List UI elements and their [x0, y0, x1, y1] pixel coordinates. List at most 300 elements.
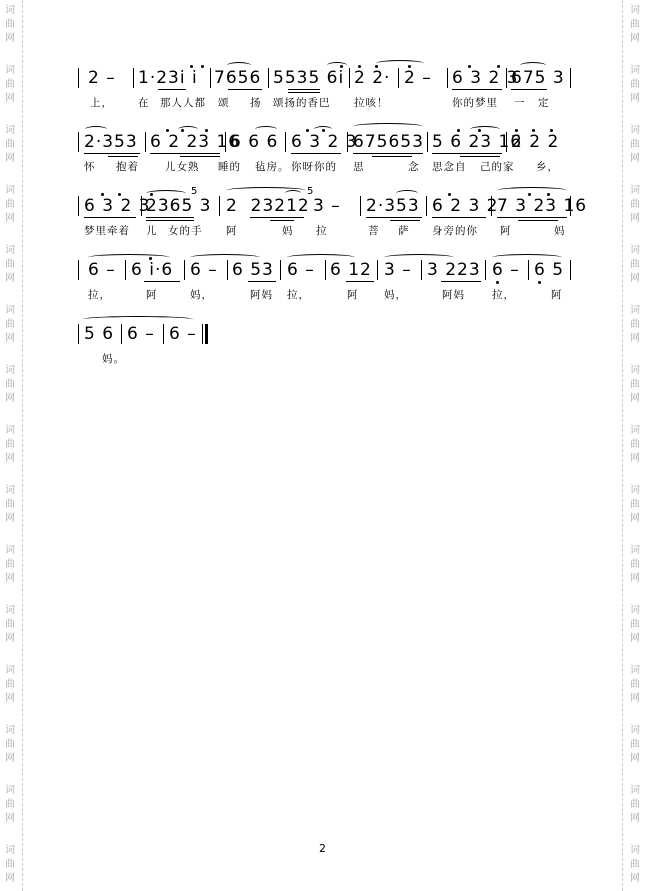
lyric: 乡， — [536, 161, 559, 173]
watermark — [629, 184, 641, 226]
watermark-char: 词 — [5, 845, 15, 856]
lyric: 拉 — [316, 225, 328, 237]
watermark-char: 网 — [5, 693, 15, 704]
watermark-char: 词 — [630, 5, 640, 16]
slur — [82, 316, 194, 323]
underline — [511, 89, 547, 90]
underline — [452, 89, 502, 90]
underline — [518, 220, 558, 221]
watermark — [4, 604, 16, 646]
barline — [506, 68, 507, 88]
slur — [285, 190, 301, 197]
measure-6: 2 – — [404, 68, 432, 88]
watermark-char: 网 — [5, 513, 15, 524]
watermark-char: 曲 — [5, 139, 15, 150]
watermark — [629, 604, 641, 646]
measure-6: 6 12 — [330, 260, 372, 280]
lyric: 拉咳！ — [354, 97, 389, 109]
watermark-char: 网 — [630, 633, 640, 644]
measure-3: 7656 — [214, 68, 262, 88]
watermark — [629, 124, 641, 166]
barline — [360, 196, 361, 216]
lyric: 阿 — [226, 225, 238, 237]
barline — [285, 132, 286, 152]
slur — [470, 126, 500, 133]
measure-7: 2 2 2 — [511, 132, 560, 152]
measure-2: 6 – — [127, 324, 155, 344]
measure-4: 3 – — [313, 196, 341, 216]
measure-2: 1·23i i — [138, 68, 198, 88]
watermark-char: 网 — [630, 573, 640, 584]
measure-7: 6 3 2 3 — [452, 68, 519, 88]
watermark — [629, 784, 641, 826]
watermark-char: 曲 — [5, 439, 15, 450]
watermark — [629, 244, 641, 286]
barline — [447, 68, 448, 88]
underline — [248, 281, 276, 282]
barline — [426, 196, 427, 216]
lyric: 阿 — [347, 289, 359, 301]
watermark — [4, 424, 16, 466]
watermark-char: 词 — [630, 245, 640, 256]
watermark — [4, 544, 16, 586]
high-dot — [515, 129, 518, 132]
slur — [287, 254, 355, 261]
watermark-char: 词 — [5, 365, 15, 376]
watermark-char: 曲 — [5, 559, 15, 570]
watermark-char: 网 — [630, 213, 640, 224]
lyric: 拉， — [88, 289, 111, 301]
measure-7: 7 3 23 16 — [497, 196, 588, 216]
watermark — [4, 124, 16, 166]
barline — [421, 260, 422, 280]
watermark-char: 网 — [5, 333, 15, 344]
lyric: 妈， — [384, 289, 407, 301]
lyric: 上， — [90, 97, 113, 109]
watermark — [629, 64, 641, 106]
barline — [163, 324, 164, 344]
lyric: 阿 — [551, 289, 563, 301]
slur — [396, 190, 418, 197]
high-dot — [166, 129, 169, 132]
high-dot — [550, 129, 553, 132]
final-barline-thick — [205, 324, 208, 344]
lyric: 念 — [408, 161, 420, 173]
high-dot — [201, 65, 204, 68]
watermark-char: 词 — [630, 785, 640, 796]
barline — [78, 196, 79, 216]
lyric: 妈。 — [102, 353, 125, 365]
watermark-char: 曲 — [630, 739, 640, 750]
underline — [270, 220, 294, 221]
barline — [141, 196, 142, 216]
barline — [427, 132, 428, 152]
underline — [497, 217, 567, 218]
watermark-char: 词 — [5, 665, 15, 676]
high-dot — [358, 65, 361, 68]
barline — [78, 132, 79, 152]
watermark-char: 网 — [5, 153, 15, 164]
watermark — [629, 724, 641, 766]
barline — [78, 68, 79, 88]
watermark-char: 词 — [630, 185, 640, 196]
slur — [255, 126, 277, 133]
slur — [376, 60, 424, 67]
measure-10: 6 5 — [534, 260, 565, 280]
measure-3: 2 23212 — [226, 196, 310, 216]
high-dot — [532, 129, 535, 132]
measure-4: 6 3 2 3 — [291, 132, 358, 152]
underline — [150, 153, 220, 154]
watermark-char: 词 — [5, 785, 15, 796]
measure-1: 2·353 — [84, 132, 138, 152]
watermark-char: 词 — [630, 725, 640, 736]
measure-1: 6 – — [88, 260, 116, 280]
measure-2: 2365 3 — [146, 196, 212, 216]
underline — [288, 89, 320, 90]
high-dot — [190, 65, 193, 68]
watermark-char: 网 — [630, 753, 640, 764]
high-dot — [306, 129, 309, 132]
measure-4: 5535 6i — [273, 68, 345, 88]
underline — [84, 153, 140, 154]
watermark-char: 曲 — [630, 679, 640, 690]
watermark-char: 曲 — [5, 379, 15, 390]
watermark-char: 词 — [5, 485, 15, 496]
lyric: 阿 — [146, 289, 158, 301]
lyric: 儿 — [146, 225, 158, 237]
lyric: 菩 — [368, 225, 380, 237]
watermark-char: 网 — [5, 93, 15, 104]
measure-2: 6 2 23 16 — [150, 132, 241, 152]
lyric: 睡的 — [218, 161, 241, 173]
underline — [250, 217, 304, 218]
high-dot — [322, 129, 325, 132]
lyric: 阿妈 — [250, 289, 273, 301]
watermark-char: 网 — [630, 333, 640, 344]
measure-5: 2 2· — [354, 68, 391, 88]
low-dot — [496, 281, 499, 284]
grace-note: 5 — [191, 186, 198, 197]
watermark — [4, 304, 16, 346]
high-dot — [118, 193, 121, 196]
high-dot — [375, 65, 378, 68]
underline — [432, 217, 486, 218]
watermark-char: 曲 — [5, 739, 15, 750]
measure-8: 3 223 — [427, 260, 481, 280]
measure-6: 5 6 23 16 — [432, 132, 523, 152]
watermark-char: 曲 — [630, 319, 640, 330]
slur — [327, 62, 347, 69]
underline — [228, 89, 262, 90]
lyric: 颂 — [218, 97, 230, 109]
watermark-char: 词 — [630, 485, 640, 496]
watermark — [629, 424, 641, 466]
underline — [390, 220, 420, 221]
watermark — [629, 364, 641, 406]
lyric: 拉， — [287, 289, 310, 301]
lyric: 萨 — [398, 225, 410, 237]
measure-6: 6 2 3 2 — [432, 196, 499, 216]
watermark — [4, 244, 16, 286]
slur — [497, 187, 567, 194]
underline — [432, 153, 502, 154]
measure-3: 6 – — [190, 260, 218, 280]
barline — [145, 132, 146, 152]
high-dot — [150, 193, 153, 196]
watermark-char: 网 — [630, 813, 640, 824]
barline — [349, 68, 350, 88]
watermark-char: 曲 — [5, 259, 15, 270]
watermark-char: 词 — [630, 605, 640, 616]
barline — [570, 68, 571, 88]
barline — [78, 324, 79, 344]
watermark-char: 曲 — [5, 199, 15, 210]
final-barline-thin — [202, 324, 203, 344]
watermark-char: 词 — [5, 65, 15, 76]
barline — [125, 260, 126, 280]
lyric: 女的手 — [168, 225, 203, 237]
watermark-char: 词 — [630, 365, 640, 376]
watermark-char: 词 — [5, 305, 15, 316]
watermark-char: 曲 — [630, 139, 640, 150]
watermark-char: 曲 — [630, 499, 640, 510]
barline — [377, 260, 378, 280]
watermark-char: 曲 — [5, 79, 15, 90]
high-dot — [181, 129, 184, 132]
watermark-char: 曲 — [5, 859, 15, 870]
watermark-char: 词 — [5, 125, 15, 136]
watermark-char: 网 — [630, 693, 640, 704]
watermark-char: 曲 — [630, 799, 640, 810]
watermark-char: 网 — [5, 633, 15, 644]
lyric: 己的家 — [480, 161, 515, 173]
slur — [353, 123, 423, 130]
lyric: 梦里牵着 — [84, 225, 130, 237]
barline — [227, 260, 228, 280]
barline — [528, 260, 529, 280]
watermark-char: 词 — [5, 605, 15, 616]
watermark-char: 网 — [630, 453, 640, 464]
underline — [146, 220, 194, 221]
watermark — [4, 4, 16, 46]
watermark-char: 曲 — [630, 259, 640, 270]
barline — [280, 260, 281, 280]
barline — [570, 196, 571, 216]
watermark-char: 曲 — [5, 619, 15, 630]
watermark-char: 词 — [5, 545, 15, 556]
watermark — [4, 664, 16, 706]
barline — [225, 132, 226, 152]
watermark-char: 曲 — [5, 319, 15, 330]
underline — [108, 156, 138, 157]
barline — [506, 132, 507, 152]
underline — [144, 281, 180, 282]
high-dot — [457, 129, 460, 132]
underline — [288, 92, 320, 93]
watermark-char: 网 — [630, 393, 640, 404]
measure-3: 6 – — [169, 324, 197, 344]
lyric: 抱着 — [116, 161, 139, 173]
measure-2: 6 i·6 — [131, 260, 174, 280]
watermark-char: 词 — [5, 425, 15, 436]
underline — [372, 156, 412, 157]
watermark-char: 曲 — [5, 679, 15, 690]
lyric: 怀 — [84, 161, 96, 173]
high-dot — [468, 65, 471, 68]
watermark — [629, 664, 641, 706]
slur — [190, 254, 260, 261]
watermark-char: 词 — [630, 845, 640, 856]
underline — [158, 89, 186, 90]
barline — [268, 68, 269, 88]
slur — [384, 254, 454, 261]
slur — [227, 62, 251, 69]
slur — [520, 62, 546, 69]
high-dot — [149, 257, 152, 260]
right-margin-line — [622, 0, 623, 891]
underline — [291, 153, 341, 154]
watermark-char: 词 — [5, 245, 15, 256]
lyric: 定 — [538, 97, 550, 109]
lyric: 思 — [353, 161, 365, 173]
watermark-char: 网 — [5, 873, 15, 884]
lyric: 身旁的你 — [432, 225, 478, 237]
high-dot — [340, 65, 343, 68]
watermark-char: 曲 — [630, 559, 640, 570]
lyric: 阿妈 — [442, 289, 465, 301]
measure-1: 6 3 2 3 — [84, 196, 151, 216]
lyric: 在 — [138, 97, 150, 109]
left-margin-line — [22, 0, 23, 891]
low-dot — [538, 281, 541, 284]
barline — [121, 324, 122, 344]
slur — [492, 254, 562, 261]
watermark-char: 曲 — [5, 19, 15, 30]
barline — [398, 68, 399, 88]
barline — [133, 68, 134, 88]
high-dot — [205, 129, 208, 132]
watermark — [629, 4, 641, 46]
underline — [146, 217, 194, 218]
underline — [346, 281, 374, 282]
watermark-char: 曲 — [5, 499, 15, 510]
barline — [184, 260, 185, 280]
grace-note: 5 — [307, 186, 314, 197]
measure-5: 6 – — [287, 260, 315, 280]
watermark-char: 词 — [5, 185, 15, 196]
watermark — [4, 784, 16, 826]
watermark-char: 曲 — [630, 439, 640, 450]
watermark — [4, 64, 16, 106]
measure-8: 675 3 — [511, 68, 565, 88]
barline — [485, 260, 486, 280]
lyric: 儿女熟 — [165, 161, 200, 173]
watermark-char: 曲 — [630, 619, 640, 630]
watermark-char: 网 — [630, 873, 640, 884]
watermark-char: 词 — [630, 665, 640, 676]
measure-5: 675653 — [353, 132, 424, 152]
lyric: 妈 — [282, 225, 294, 237]
high-dot — [448, 193, 451, 196]
underline — [180, 156, 220, 157]
underline — [353, 153, 423, 154]
watermark-char: 网 — [630, 153, 640, 164]
watermark-char: 网 — [5, 753, 15, 764]
watermark-char: 词 — [630, 305, 640, 316]
watermark — [4, 364, 16, 406]
lyric: 毡房。 — [255, 161, 290, 173]
underline — [460, 156, 500, 157]
measure-5: 2·353 — [366, 196, 420, 216]
watermark-char: 曲 — [630, 19, 640, 30]
high-dot — [497, 65, 500, 68]
underline — [84, 217, 136, 218]
high-dot — [101, 193, 104, 196]
high-dot — [547, 193, 550, 196]
lyric: 思念自 — [432, 161, 467, 173]
lyric: 阿 — [500, 225, 512, 237]
watermark-char: 网 — [5, 273, 15, 284]
underline — [366, 217, 422, 218]
slur — [88, 254, 170, 261]
watermark-char: 词 — [630, 545, 640, 556]
barline — [78, 260, 79, 280]
watermark — [629, 544, 641, 586]
watermark-char: 词 — [630, 125, 640, 136]
watermark-char: 曲 — [5, 799, 15, 810]
lyric: 那人人都 — [160, 97, 206, 109]
watermark-char: 网 — [630, 273, 640, 284]
watermark-char: 曲 — [630, 859, 640, 870]
high-dot — [478, 129, 481, 132]
barline — [491, 196, 492, 216]
slur — [85, 126, 107, 133]
watermark-char: 词 — [5, 5, 15, 16]
watermark-char: 网 — [5, 573, 15, 584]
watermark — [629, 484, 641, 526]
watermark — [4, 724, 16, 766]
watermark-char: 网 — [5, 453, 15, 464]
barline — [347, 132, 348, 152]
measure-1: 2 – — [88, 68, 116, 88]
barline — [325, 260, 326, 280]
measure-9: 6 – — [492, 260, 520, 280]
watermark-char: 词 — [630, 65, 640, 76]
lyric: 一 — [514, 97, 526, 109]
barline — [210, 68, 211, 88]
high-dot — [528, 193, 531, 196]
barline — [570, 260, 571, 280]
watermark-char: 曲 — [630, 379, 640, 390]
watermark-char: 网 — [5, 393, 15, 404]
measure-3: 6 6 6 — [230, 132, 279, 152]
watermark-char: 网 — [630, 513, 640, 524]
watermark-char: 词 — [630, 425, 640, 436]
measure-7: 3 – — [384, 260, 412, 280]
page-number: 2 — [319, 842, 326, 855]
watermark-char: 网 — [5, 813, 15, 824]
watermark — [4, 184, 16, 226]
lyric: 拉， — [492, 289, 515, 301]
lyric: 颂扬的香巴 — [273, 97, 331, 109]
watermark-char: 网 — [630, 93, 640, 104]
lyric: 妈， — [190, 289, 213, 301]
lyric: 扬 — [250, 97, 262, 109]
barline — [219, 196, 220, 216]
watermark-char: 网 — [630, 33, 640, 44]
watermark-char: 词 — [5, 725, 15, 736]
